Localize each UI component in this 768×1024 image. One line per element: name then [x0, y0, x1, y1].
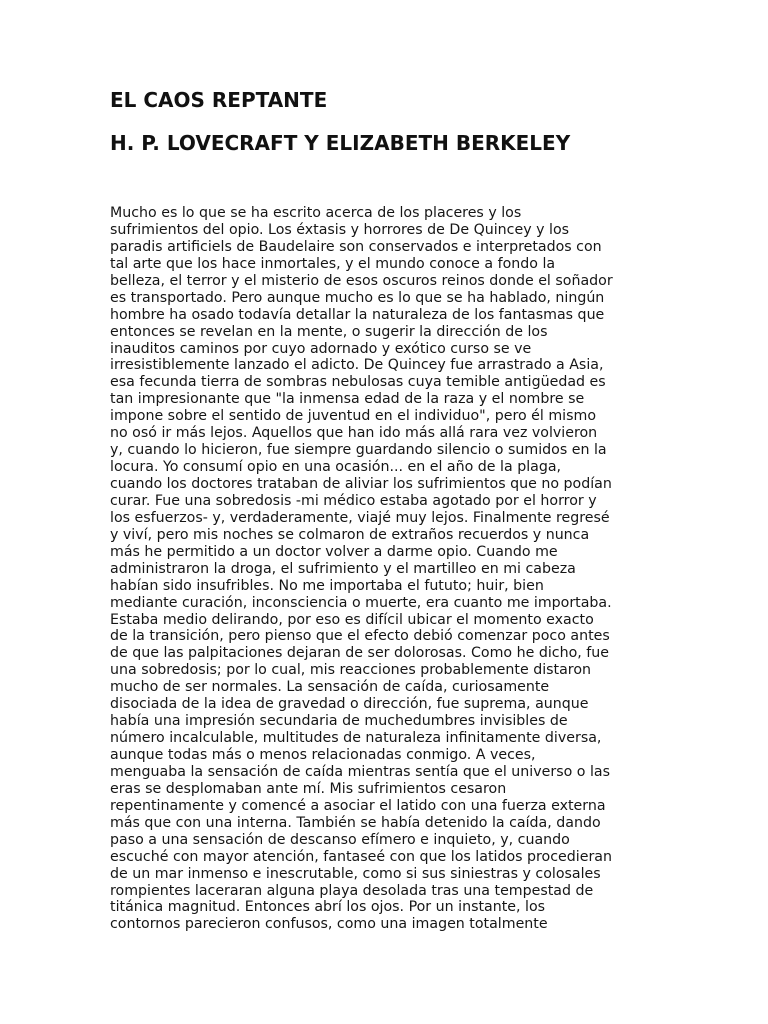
body-text-line: hombre ha osado todavía detallar la naturaleza de los fantasmas que: [110, 306, 605, 323]
body-text-line: locura. Yo consumí opio en una ocasión... en el año de la plaga,: [110, 459, 562, 476]
body-text-line: tal arte que los hace inmortales, y el mundo conoce a fondo la: [110, 255, 556, 272]
body-text-line: mucho de ser normales. La sensación de caída, curiosamente: [110, 679, 550, 696]
body-text-line: disociada de la idea de gravedad o dirección, fue suprema, aunque: [110, 696, 589, 713]
body-text-line: había una impresión secundaria de muchedumbres invisibles de: [110, 713, 568, 730]
document-authors: H. P. LOVECRAFT Y ELIZABETH BERKELEY: [110, 131, 571, 155]
body-paragraph: [110, 205, 660, 933]
body-text-line: paso a una sensación de descanso efímero e inquieto, y, cuando: [110, 831, 570, 848]
body-text-line: tan impresionante que "la inmensa edad de la raza y el nombre se: [110, 391, 585, 408]
body-text-line: habían sido insufribles. No me importaba el fututo; huir, bien: [110, 577, 544, 594]
body-text-line: curar. Fue una sobredosis -mi médico estaba agotado por el horror y: [110, 492, 597, 509]
body-text-line: Mucho es lo que se ha escrito acerca de los placeres y los: [110, 205, 522, 221]
body-text-line: rompientes laceraran alguna playa desolada tras una tempestad de: [110, 882, 594, 899]
body-text-line: aunque todas más o menos relacionadas conmigo. A veces,: [110, 747, 536, 763]
body-text-line: titánica magnitud. Entonces abrí los ojos. Por un instante, los: [110, 899, 546, 916]
body-text-line: número incalculable, multitudes de naturaleza infinitamente diversa,: [110, 730, 602, 747]
body-text-line: administraron la droga, el sufrimiento y el martilleo en mi cabeza: [110, 560, 576, 577]
body-text-line: impone sobre el sentido de juventud en el individuo", pero él mismo: [110, 408, 597, 425]
body-text-line: repentinamente y comencé a asociar el latido con una fuerza externa: [110, 797, 606, 814]
body-text-line: y viví, pero mis noches se colmaron de extraños recuerdos y nunca: [110, 526, 590, 543]
body-text-line: Estaba medio delirando, por eso es difícil ubicar el momento exacto: [110, 611, 594, 628]
body-text-line: sufrimientos del opio. Los éxtasis y horrores de De Quincey y los: [110, 221, 570, 238]
body-text-line: de la transición, pero pienso que el efecto debió comenzar poco antes: [110, 628, 610, 645]
body-text-line: escuché con mayor atención, fantaseé con que los latidos procedieran: [110, 848, 612, 865]
body-text-line: belleza, el terror y el misterio de esos oscuros reinos donde el soñador: [110, 272, 613, 289]
body-text-line: es transportado. Pero aunque mucho es lo que se ha hablado, ningún: [110, 289, 605, 306]
body-text-line: cuando los doctores trataban de aliviar los sufrimientos que no podían: [110, 476, 612, 492]
body-text-line: más que con una interna. También se había detenido la caída, dando: [110, 814, 601, 831]
body-text-line: contornos parecieron confusos, como una imagen totalmente: [110, 916, 548, 933]
document-title: EL CAOS REPTANTE: [110, 88, 328, 112]
body-text-line: una sobredosis; por lo cual, mis reacciones probablemente distaron: [110, 662, 591, 679]
body-text-line: los esfuerzos- y, verdaderamente, viajé muy lejos. Finalmente regresé: [110, 509, 610, 526]
body-text-line: entonces se revelan en la mente, o sugerir la dirección de los: [110, 323, 548, 340]
body-text-line: mediante curación, inconsciencia o muerte, era cuanto me importaba.: [110, 594, 612, 611]
body-text-line: más he permitido a un doctor volver a darme opio. Cuando me: [110, 543, 558, 560]
body-text-line: de que las palpitaciones dejaran de ser dolorosas. Como he dicho, fue: [110, 645, 610, 662]
body-text-line: de un mar inmenso e inescrutable, como si sus siniestras y colosales: [110, 865, 601, 882]
body-text-line: irresistiblemente lanzado el adicto. De Quincey fue arrastrado a Asia,: [110, 357, 604, 374]
body-text-line: eras se desplomaban ante mí. Mis sufrimientos cesaron: [110, 780, 507, 797]
body-text-line: no osó ir más lejos. Aquellos que han ido más allá rara vez volvieron: [110, 425, 598, 442]
body-text-line: menguaba la sensación de caída mientras sentía que el universo o las: [110, 763, 610, 780]
body-text-line: inauditos caminos por cuyo adornado y exótico curso se ve: [110, 340, 532, 357]
body-text-line: paradis artificiels de Baudelaire son conservados e interpretados con: [110, 238, 602, 255]
body-text-line: y, cuando lo hicieron, fue siempre guardando silencio o sumidos en la: [110, 442, 607, 459]
body-text-line: esa fecunda tierra de sombras nebulosas cuya temible antigüedad es: [110, 374, 606, 391]
